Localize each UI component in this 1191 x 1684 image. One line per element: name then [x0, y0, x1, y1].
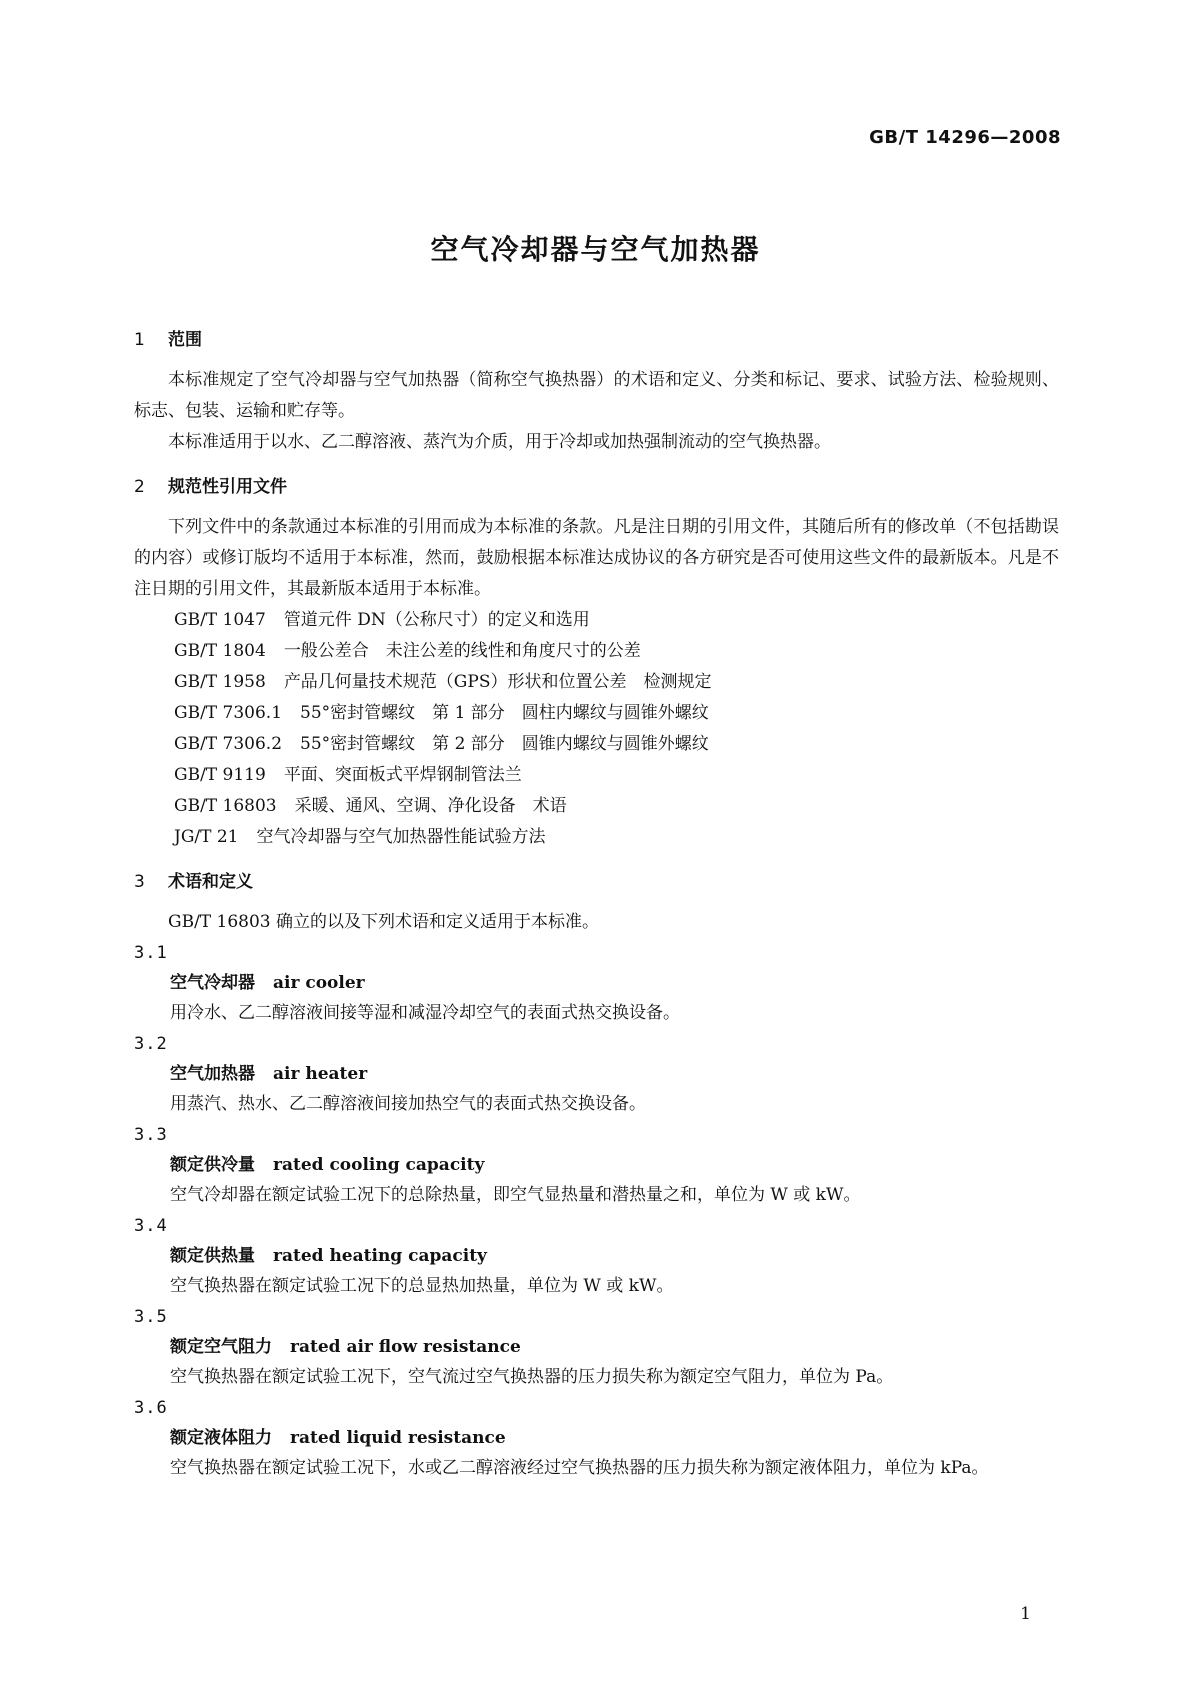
term-name-en: rated cooling capacity: [273, 1155, 485, 1175]
reference-code: GB/T 1047: [174, 610, 266, 630]
reference-code: JG/T 21: [174, 827, 239, 847]
term-definition: 空气冷却器在额定试验工况下的总除热量，即空气显热量和潜热量之和，单位为 W 或 kW。: [170, 1185, 861, 1205]
reference-title: 产品几何量技术规范（GPS）形状和位置公差 检测规定: [283, 672, 712, 692]
section-1-heading: [134, 325, 1059, 355]
reference-item: [134, 698, 1059, 729]
reference-item: [134, 760, 1059, 791]
reference-title: 采暖、通风、空调、净化设备 术语: [294, 796, 567, 816]
section-2-intro: 下列文件中的条款通过本标准的引用而成为本标准的条款。凡是注日期的引用文件，其随后所有的修改单（不包括勘误的内容）或修订版均不适用于本标准，然而，鼓励根据本标准达成协议的各方研究是否可使用这些文件的最新版本。凡是不注日期的引用文件，其最新版本适用于本标准。: [134, 517, 1059, 599]
term-number: 3.3: [134, 1125, 168, 1145]
term-number: 3.1: [134, 943, 168, 963]
term-name-zh: 额定液体阻力: [170, 1428, 272, 1448]
reference-code: GB/T 9119: [174, 765, 266, 785]
reference-item: [134, 791, 1059, 822]
section-3-title: 术语和定义: [168, 872, 253, 892]
reference-title: 平面、突面板式平焊钢制管法兰: [283, 765, 522, 785]
term-name-en: air heater: [273, 1064, 368, 1084]
standard-number: GB/T 14296—2008: [869, 127, 1061, 148]
term-definition: 用冷水、乙二醇溶液间接等湿和减湿冷却空气的表面式热交换设备。: [170, 1003, 680, 1023]
term-definition: 空气换热器在额定试验工况下的总显热加热量，单位为 W 或 kW。: [170, 1276, 674, 1296]
reference-code: GB/T 7306.1: [174, 703, 283, 723]
document-body: [134, 325, 1059, 1484]
term-definition: 用蒸汽、热水、乙二醇溶液间接加热空气的表面式热交换设备。: [170, 1094, 646, 1114]
term-definition: 空气换热器在额定试验工况下，水或乙二醇溶液经过空气换热器的压力损失称为额定液体阻力，单位为 kPa。: [170, 1458, 989, 1478]
term-name-zh: 空气加热器: [170, 1064, 255, 1084]
section-2-heading: [134, 472, 1059, 502]
term-number: 3.2: [134, 1034, 168, 1054]
term-name: [134, 968, 1059, 998]
reference-code: GB/T 1804: [174, 641, 266, 661]
term-name: [134, 1241, 1059, 1271]
term-name: [134, 1332, 1059, 1362]
reference-title: 管道元件 DN（公称尺寸）的定义和选用: [283, 610, 590, 630]
document-title: 空气冷却器与空气加热器: [430, 233, 761, 266]
section-1-paragraph: 本标准规定了空气冷却器与空气加热器（简称空气换热器）的术语和定义、分类和标记、要求、试验方法、检验规则、标志、包装、运输和贮存等。: [134, 370, 1059, 421]
reference-item: [134, 605, 1059, 636]
term-name-en: air cooler: [273, 973, 365, 993]
reference-item: [134, 729, 1059, 760]
term-name: [134, 1059, 1059, 1089]
reference-title: 55°密封管螺纹 第 2 部分 圆锥内螺纹与圆锥外螺纹: [300, 734, 709, 754]
reference-item: [134, 822, 1059, 853]
section-3-intro: GB/T 16803 确立的以及下列术语和定义适用于本标准。: [168, 912, 600, 932]
term-name-en: rated heating capacity: [273, 1246, 487, 1266]
term-number: 3.6: [134, 1398, 168, 1418]
reference-title: 空气冷却器与空气加热器性能试验方法: [256, 827, 546, 847]
reference-item: [134, 667, 1059, 698]
term-number: 3.5: [134, 1307, 168, 1327]
section-2-number: 2: [134, 477, 145, 497]
term-number: 3.4: [134, 1216, 168, 1236]
section-3-heading: [134, 867, 1059, 897]
section-1-paragraph: 本标准适用于以水、乙二醇溶液、蒸汽为介质，用于冷却或加热强制流动的空气换热器。: [168, 432, 831, 452]
section-1-title: 范围: [168, 330, 202, 350]
section-2-title: 规范性引用文件: [168, 477, 287, 497]
term-name-zh: 额定供冷量: [170, 1155, 255, 1175]
page-number: 1: [1020, 1604, 1031, 1624]
term-name-en: rated liquid resistance: [290, 1428, 506, 1448]
reference-code: GB/T 1958: [174, 672, 266, 692]
reference-title: 一般公差合 未注公差的线性和角度尺寸的公差: [283, 641, 641, 661]
term-definition: 空气换热器在额定试验工况下，空气流过空气换热器的压力损失称为额定空气阻力，单位为 Pa。: [170, 1367, 894, 1387]
term-name-zh: 额定空气阻力: [170, 1337, 272, 1357]
term-name-zh: 空气冷却器: [170, 973, 255, 993]
term-name: [134, 1150, 1059, 1180]
reference-item: [134, 636, 1059, 667]
section-3-number: 3: [134, 872, 145, 892]
term-name: [134, 1423, 1059, 1453]
reference-code: GB/T 7306.2: [174, 734, 283, 754]
reference-title: 55°密封管螺纹 第 1 部分 圆柱内螺纹与圆锥外螺纹: [300, 703, 709, 723]
term-name-zh: 额定供热量: [170, 1246, 255, 1266]
term-name-en: rated air flow resistance: [290, 1337, 521, 1357]
reference-code: GB/T 16803: [174, 796, 277, 816]
section-1-number: 1: [134, 330, 145, 350]
